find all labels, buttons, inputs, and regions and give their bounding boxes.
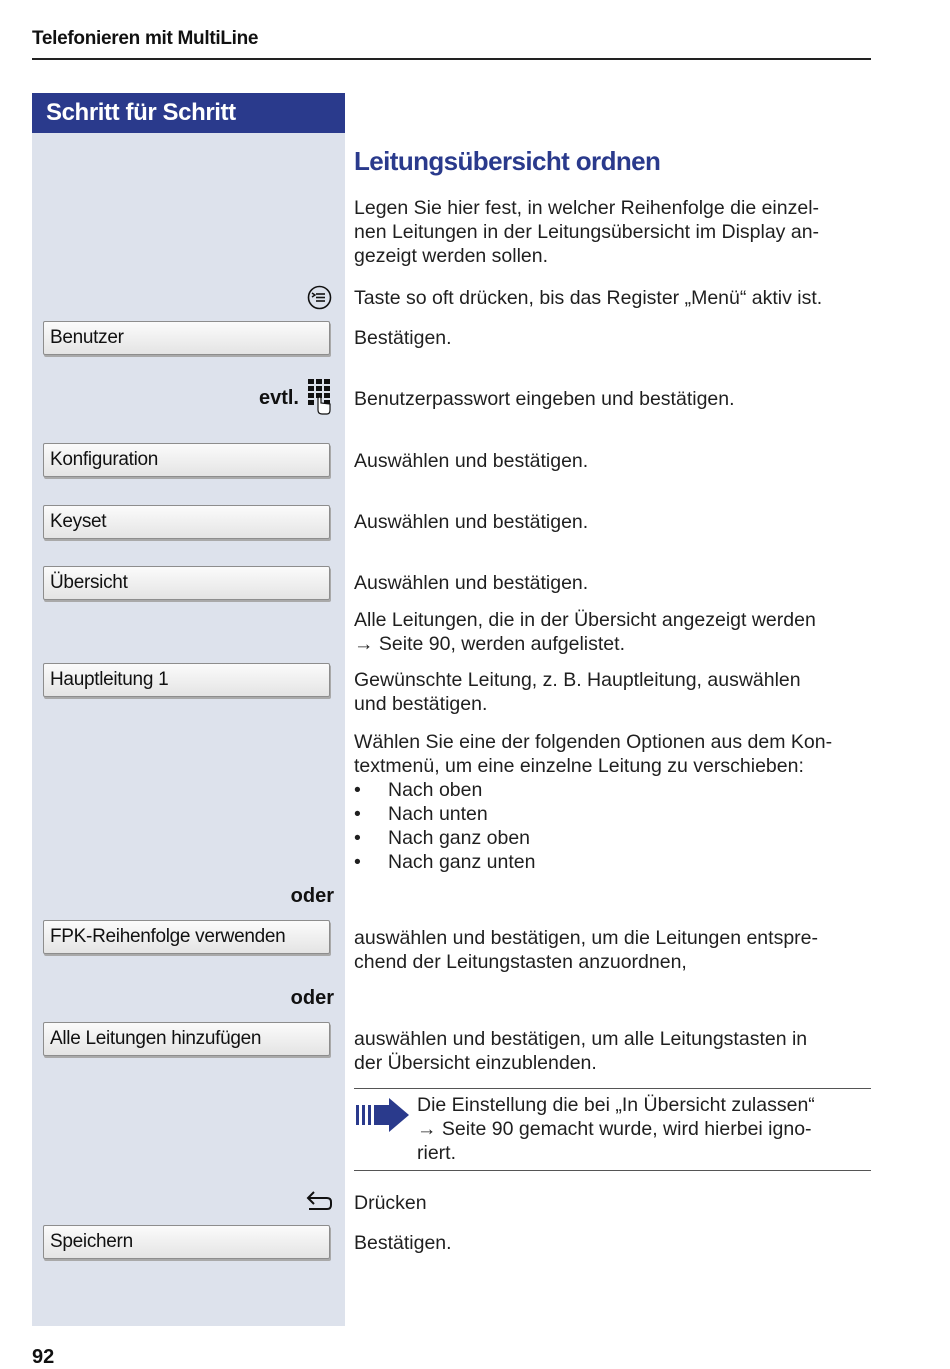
konfiguration-text: Auswählen und bestätigen. [354,450,589,472]
option-item: • Nach unten [354,802,874,826]
options-intro: Wählen Sie eine der folgenden Optionen aus dem Kon- textmenü, um eine einzelne Leitung zu verschieben: [354,731,833,777]
running-header: Telefonieren mit MultiLine [32,28,259,49]
back-text: Drücken [354,1192,427,1214]
speichern-text: Bestätigen. [354,1232,452,1254]
optional-label: evtl. [258,387,299,409]
menu-key-icon [307,285,332,310]
softkey-alle-leitungen[interactable]: Alle Leitungen hinzufügen [43,1022,330,1056]
option-item: • Nach oben [354,778,874,802]
benutzer-text: Bestätigen. [354,327,452,349]
option-item: • Nach ganz oben [354,826,874,850]
menu-key-text: Taste so oft drücken, bis das Register „Menü“ aktiv ist. [354,287,823,309]
uebersicht-text: Auswählen und bestätigen. [354,572,589,594]
password-text: Benutzerpasswort eingeben und bestätigen. [354,388,735,410]
softkey-fpk-reihenfolge[interactable]: FPK-Reihenfolge verwenden [43,920,330,954]
back-arrow-icon [305,1189,333,1213]
hint-bottom-rule [354,1170,871,1171]
step-banner: Schritt für Schritt [32,93,345,133]
options-list [354,778,874,874]
step-column [32,93,345,1326]
header-divider [32,58,871,60]
uebersicht-note: Alle Leitungen, die in der Übersicht angezeigt werden → Seite 90, werden aufgelistet. [354,609,816,655]
fpk-text: auswählen und bestätigen, um die Leitungen entspre- chend der Leitungstasten anzuordnen, [354,927,818,973]
section-intro: Legen Sie hier fest, in welcher Reihenfolge die einzel- nen Leitungen in der Leitungsübersicht im Display an- gezeigt werden sollen. [354,197,820,267]
oder-label: oder [290,987,334,1009]
hint-top-rule [354,1088,871,1089]
softkey-konfiguration[interactable]: Konfiguration [43,443,330,477]
option-item: • Nach ganz unten [354,850,874,874]
softkey-benutzer[interactable]: Benutzer [43,321,330,355]
section-title: Leitungsübersicht ordnen [354,146,661,176]
softkey-speichern[interactable]: Speichern [43,1225,330,1259]
page-number: 92 [32,1346,55,1368]
hint-text: Die Einstellung die bei „In Übersicht zulassen“ → Seite 90 gemacht wurde, wird hierbei igno- riert. [417,1094,815,1164]
options-block [354,730,874,874]
softkey-uebersicht[interactable]: Übersicht [43,566,330,600]
softkey-keyset[interactable]: Keyset [43,505,330,539]
oder-label: oder [290,885,334,907]
alle-text: auswählen und bestätigen, um alle Leitungstasten in der Übersicht einzublenden. [354,1028,808,1074]
arrow-hint-icon [355,1097,411,1133]
keyset-text: Auswählen und bestätigen. [354,511,589,533]
hauptleitung-text: Gewünschte Leitung, z. B. Hauptleitung, auswählen und bestätigen. [354,669,801,715]
keypad-icon [307,378,333,416]
softkey-hauptleitung[interactable]: Hauptleitung 1 [43,663,330,697]
